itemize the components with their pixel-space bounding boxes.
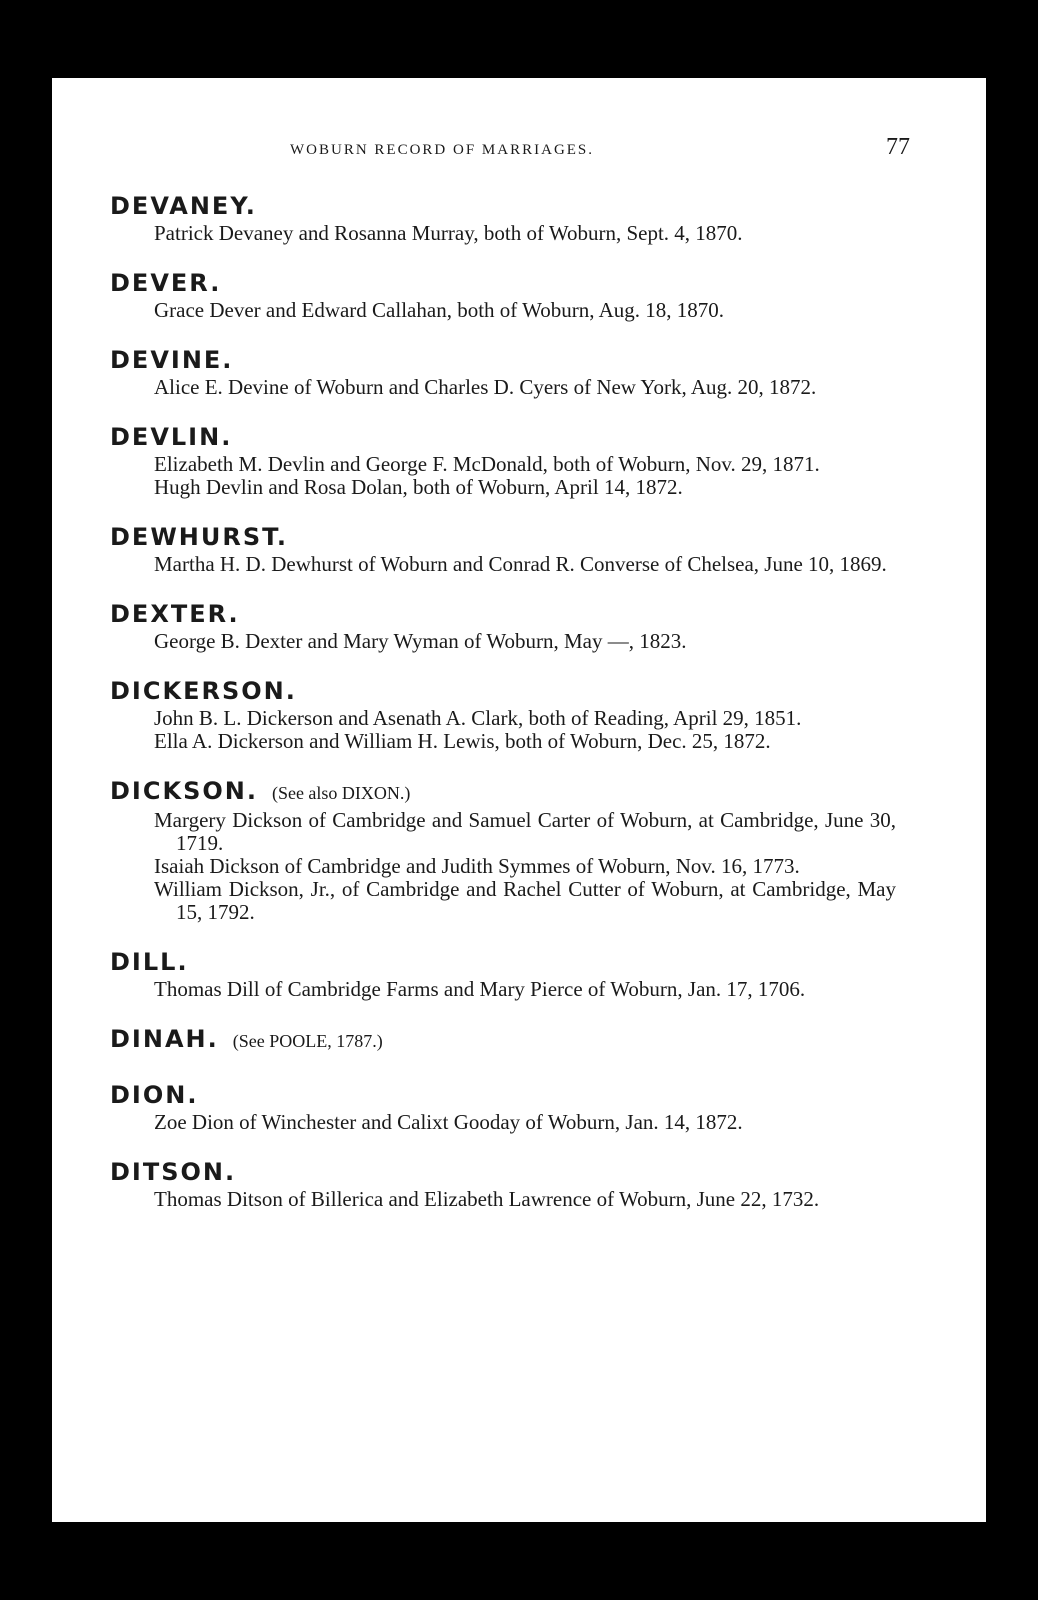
section-dill [110,946,896,1001]
surname-heading: DITSON. [110,1158,237,1186]
marriage-entry: Hugh Devlin and Rosa Dolan, both of Woburn, April 14, 1872. [154,475,683,499]
marriage-entry: Margery Dickson of Cambridge and Samuel Carter of Woburn, at Cambridge, June 30, 1719. [154,808,896,855]
section-dinah [110,1023,896,1057]
page-number: 77 [886,134,910,160]
section-dexter [110,598,896,653]
running-title: WOBURN RECORD OF MARRIAGES. [290,142,595,158]
surname-heading: DINAH. (See POOLE, 1787.) [110,1025,383,1053]
marriage-entry: Ella A. Dickerson and William H. Lewis, both of Woburn, Dec. 25, 1872. [154,729,771,753]
page-header [52,134,986,168]
surname-heading: DEVINE. [110,346,234,374]
marriage-entry: George B. Dexter and Mary Wyman of Woburn, May —, 1823. [154,629,687,653]
surname-heading: DILL. [110,948,189,976]
surname-heading: DEVER. [110,269,222,297]
section-devlin [110,421,896,499]
cross-reference: (See also DIXON.) [271,783,411,803]
marriage-entry: Patrick Devaney and Rosanna Murray, both of Woburn, Sept. 4, 1870. [154,221,743,245]
cross-reference: (See POOLE, 1787.) [232,1031,383,1051]
marriage-entry: Grace Dever and Edward Callahan, both of Woburn, Aug. 18, 1870. [154,298,725,322]
section-devine [110,344,896,399]
section-devaney [110,190,896,245]
marriage-entry: Elizabeth M. Devlin and George F. McDonald, both of Woburn, Nov. 29, 1871. [154,452,820,476]
surname-heading: DICKSON. (See also DIXON.) [110,777,411,805]
marriage-records [110,190,896,1211]
surname-heading: DEVANEY. [110,192,257,220]
marriage-entry: Isaiah Dickson of Cambridge and Judith Symmes of Woburn, Nov. 16, 1773. [154,854,800,878]
marriage-entry: Martha H. D. Dewhurst of Woburn and Conrad R. Converse of Chelsea, June 10, 1869. [154,552,887,576]
marriage-entry: Zoe Dion of Winchester and Calixt Gooday of Woburn, Jan. 14, 1872. [154,1110,743,1134]
surname-heading: DICKERSON. [110,677,297,705]
marriage-entry: John B. L. Dickerson and Asenath A. Clark, both of Reading, April 29, 1851. [154,706,802,730]
marriage-entry: Thomas Ditson of Billerica and Elizabeth Lawrence of Woburn, June 22, 1732. [154,1187,820,1211]
section-dion [110,1079,896,1134]
surname-heading: DEXTER. [110,600,240,628]
section-dickson [110,775,896,924]
surname-heading: DION. [110,1081,199,1109]
section-ditson [110,1156,896,1211]
marriage-entry: Alice E. Devine of Woburn and Charles D. Cyers of New York, Aug. 20, 1872. [154,375,817,399]
book-page [52,78,986,1522]
surname-heading: DEVLIN. [110,423,233,451]
marriage-entry: William Dickson, Jr., of Cambridge and Rachel Cutter of Woburn, at Cambridge, May 15, 1792. [154,877,896,924]
section-dickerson [110,675,896,753]
marriage-entry: Thomas Dill of Cambridge Farms and Mary Pierce of Woburn, Jan. 17, 1706. [154,977,806,1001]
section-dever [110,267,896,322]
section-dewhurst [110,521,896,576]
surname-heading: DEWHURST. [110,523,288,551]
